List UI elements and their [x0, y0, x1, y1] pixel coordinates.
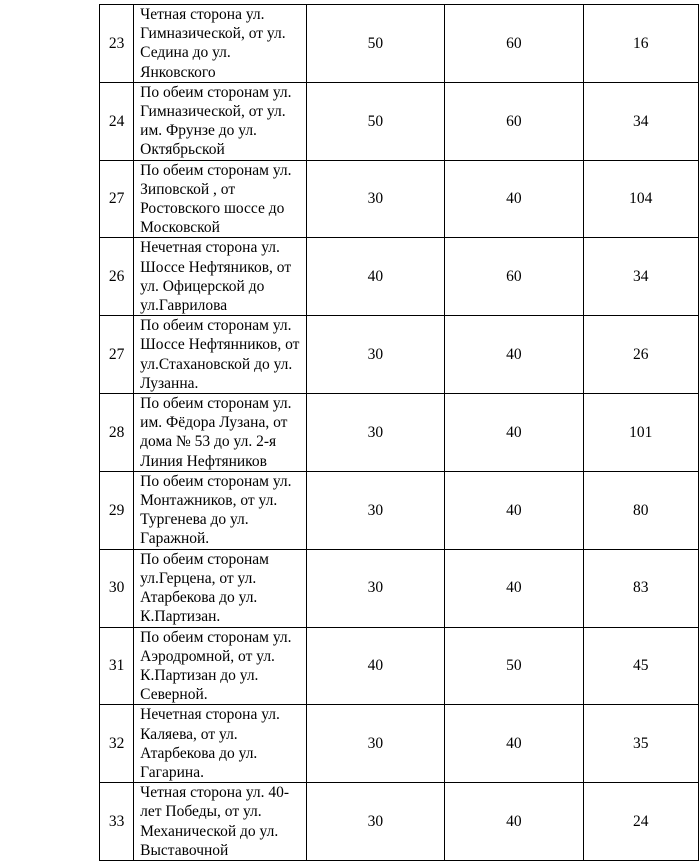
value-cell-1: 30 [306, 549, 444, 627]
street-description-cell: По обеим сторонам ул. Монтажников, от ул. Тургенева до ул. Гаражной. [134, 471, 306, 549]
row-number-cell: 27 [100, 316, 134, 394]
street-description-cell: По обеим сторонам ул. Гимназической, от ул. им. Фрунзе до ул. Октябрьской [134, 82, 306, 160]
table-row [100, 471, 699, 549]
value-cell-2: 40 [445, 471, 583, 549]
value-cell-3: 83 [583, 549, 698, 627]
value-cell-2: 40 [445, 549, 583, 627]
value-cell-1: 40 [306, 238, 444, 316]
row-number-cell: 29 [100, 471, 134, 549]
street-description-cell: Четная сторона ул. 40- лет Победы, от ул. Механической до ул. Выставочной [134, 783, 306, 861]
street-description-cell: Четная сторона ул. Гимназической, от ул. Седина до ул. Янковского [134, 5, 306, 83]
value-cell-3: 16 [583, 5, 698, 83]
value-cell-1: 30 [306, 394, 444, 472]
value-cell-2: 50 [445, 627, 583, 705]
value-cell-2: 60 [445, 238, 583, 316]
value-cell-3: 101 [583, 394, 698, 472]
table-row [100, 394, 699, 472]
value-cell-3: 80 [583, 471, 698, 549]
value-cell-2: 60 [445, 5, 583, 83]
value-cell-1: 30 [306, 705, 444, 783]
street-description-cell: По обеим сторонам ул.Герцена, от ул. Атарбекова до ул. К.Партизан. [134, 549, 306, 627]
table-row [100, 82, 699, 160]
street-description-cell: По обеим сторонам ул. Аэродромной, от ул. К.Партизан до ул. Северной. [134, 627, 306, 705]
value-cell-1: 50 [306, 82, 444, 160]
row-number-cell: 30 [100, 549, 134, 627]
street-description-cell: По обеим сторонам ул. Шоссе Нефтянников, от ул.Стахановской до ул. Лузанна. [134, 316, 306, 394]
value-cell-2: 40 [445, 394, 583, 472]
document-table-container [99, 4, 699, 861]
value-cell-3: 24 [583, 783, 698, 861]
value-cell-3: 104 [583, 160, 698, 238]
value-cell-2: 40 [445, 316, 583, 394]
value-cell-1: 30 [306, 316, 444, 394]
row-number-cell: 26 [100, 238, 134, 316]
table-row [100, 627, 699, 705]
street-description-cell: По обеим сторонам ул. им. Фёдора Лузана, от дома № 53 до ул. 2-я Линия Нефтяников [134, 394, 306, 472]
table-body [100, 5, 699, 861]
value-cell-2: 60 [445, 82, 583, 160]
row-number-cell: 24 [100, 82, 134, 160]
table-row [100, 5, 699, 83]
street-table [99, 4, 699, 861]
row-number-cell: 31 [100, 627, 134, 705]
table-row [100, 549, 699, 627]
value-cell-3: 34 [583, 238, 698, 316]
row-number-cell: 33 [100, 783, 134, 861]
value-cell-1: 30 [306, 160, 444, 238]
value-cell-3: 35 [583, 705, 698, 783]
table-row [100, 160, 699, 238]
value-cell-1: 50 [306, 5, 444, 83]
street-description-cell: По обеим сторонам ул. Зиповской , от Ростовского шоссе до Московской [134, 160, 306, 238]
value-cell-3: 45 [583, 627, 698, 705]
value-cell-2: 40 [445, 705, 583, 783]
row-number-cell: 32 [100, 705, 134, 783]
street-description-cell: Нечетная сторона ул. Шоссе Нефтяников, от ул. Офицерской до ул.Гаврилова [134, 238, 306, 316]
value-cell-1: 30 [306, 783, 444, 861]
value-cell-3: 26 [583, 316, 698, 394]
table-row [100, 783, 699, 861]
table-row [100, 705, 699, 783]
table-row [100, 316, 699, 394]
value-cell-3: 34 [583, 82, 698, 160]
value-cell-1: 40 [306, 627, 444, 705]
value-cell-1: 30 [306, 471, 444, 549]
row-number-cell: 27 [100, 160, 134, 238]
street-description-cell: Нечетная сторона ул. Каляева, от ул. Атарбекова до ул. Гагарина. [134, 705, 306, 783]
row-number-cell: 23 [100, 5, 134, 83]
table-row [100, 238, 699, 316]
value-cell-2: 40 [445, 160, 583, 238]
value-cell-2: 40 [445, 783, 583, 861]
row-number-cell: 28 [100, 394, 134, 472]
